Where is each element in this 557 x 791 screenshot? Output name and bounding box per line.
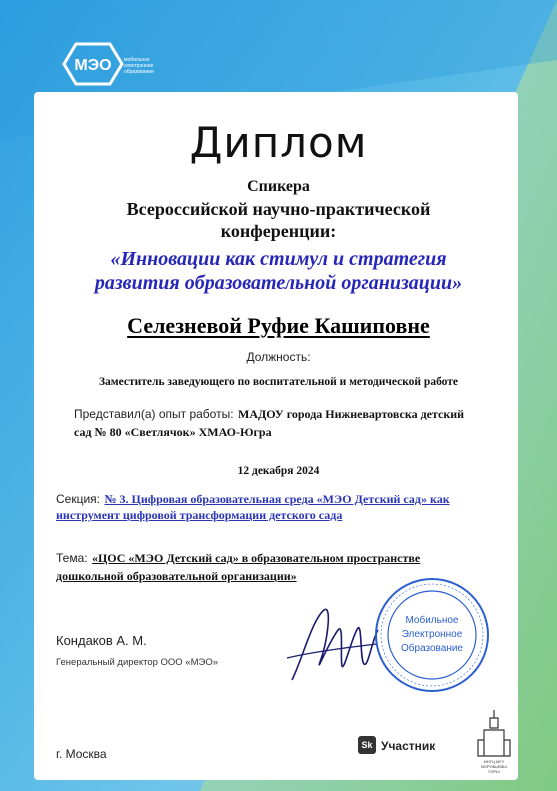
city: г. Москва: [56, 747, 107, 761]
topic-value-line2: дошкольной образовательной организации»: [56, 569, 297, 583]
participant-label: Участник: [381, 739, 436, 753]
msu-building-icon: [476, 708, 512, 758]
topic-value-line1: «ЦОС «МЭО Детский сад» в образовательном пространстве: [92, 551, 421, 565]
company-stamp: [372, 575, 492, 695]
signer-name: Кондаков А. М.: [56, 633, 147, 648]
skolkovo-icon: Sk: [358, 736, 376, 754]
subtitle-conference-word: конференции:: [220, 221, 337, 241]
experience-block: [74, 405, 514, 441]
section-block: [56, 491, 516, 523]
logo-caption: мобильное электронное образование: [124, 57, 154, 75]
conference-title-line2: развития образовательной организации»: [94, 272, 463, 294]
section-link-line2[interactable]: инструмент цифровой трансформации детского сада: [56, 508, 343, 522]
date: 12 декабря 2024: [237, 465, 320, 477]
position-value: Заместитель заведующего по воспитательной и методической работе: [98, 376, 459, 388]
stamp-line1: Мобильное: [405, 615, 459, 626]
topic-label: Тема:: [56, 551, 88, 565]
signature-image: [282, 600, 382, 690]
experience-label: Представил(а) опыт работы:: [74, 407, 234, 421]
page-title: Диплом: [189, 118, 368, 167]
signer-role: Генеральный директор ООО «МЭО»: [56, 657, 219, 668]
meo-logo-icon: [62, 40, 124, 88]
experience-value-line2: сад № 80 «Светлячок» ХМАО-Югра: [74, 425, 272, 439]
conference-title-line1: «Инновации как стимул и стратегия: [110, 248, 447, 270]
experience-value-line1: МАДОУ города Нижневартовска детский: [238, 407, 465, 421]
position-label: Должность:: [246, 350, 311, 364]
subtitle-conference-type: Всероссийской научно-практической: [126, 199, 431, 219]
building-caption: ИНТЦ МГУ ВОРОБЬЕВЫ ГОРЫ: [481, 759, 507, 774]
stamp-line3: Образование: [401, 643, 463, 654]
section-label: Секция:: [56, 492, 100, 506]
stamp-line2: Электронное: [401, 629, 463, 640]
recipient-name: Селезневой Руфие Кашиповне: [127, 313, 430, 338]
svg-text:МЭО: МЭО: [74, 57, 112, 74]
subtitle-role: Спикера: [247, 178, 310, 195]
section-link-line1[interactable]: № 3. Цифровая образовательная среда «МЭО Детский сад» как: [104, 492, 450, 506]
